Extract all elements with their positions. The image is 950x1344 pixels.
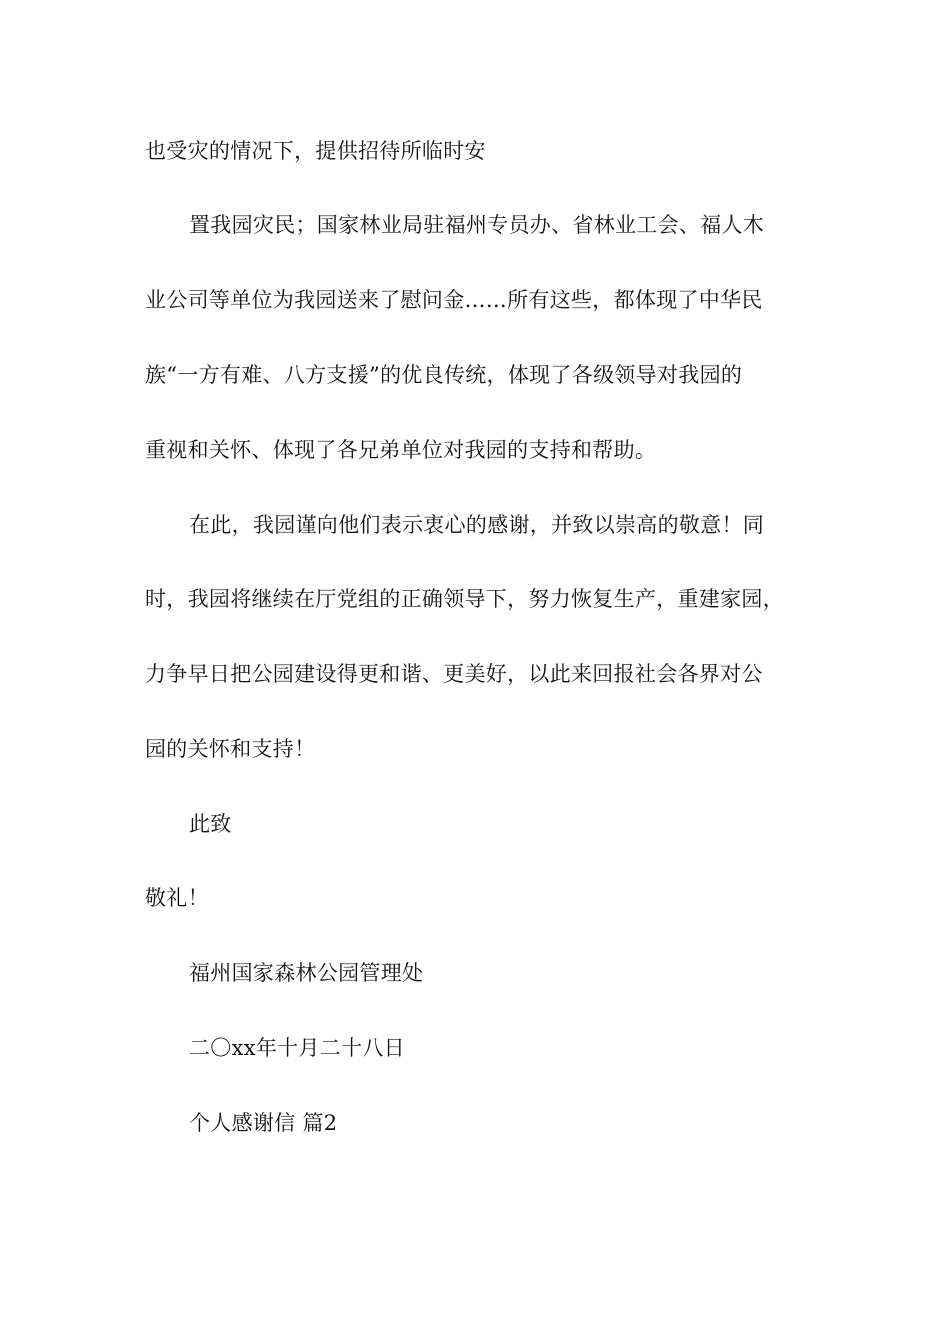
paragraph-start: 在此，我园谨向他们表示衷心的感谢，并致以崇高的敬意！同 [189,513,765,537]
text-line: 业公司等单位为我园送来了慰问金……所有这些，都体现了中华民 [145,288,763,312]
text-line: 重视和关怀、体现了各兄弟单位对我园的支持和帮助。 [145,438,657,462]
text-line: 族“一方有难、八方支援”的优良传统，体现了各级领导对我园的 [145,363,743,387]
text-line: 力争早日把公园建设得更和谐、更美好，以此来回报社会各界对公 [145,662,763,686]
text-line: 园的关怀和支持！ [145,737,316,761]
closing-salutation: 此致 [189,812,232,836]
text-line: 也受灾的情况下，提供招待所临时安 [145,139,486,163]
signature-date: 二〇xx年十月二十八日 [189,1036,405,1060]
signature-organization: 福州国家森林公园管理处 [189,961,424,985]
text-line: 时，我园将继续在厅党组的正确领导下，努力恢复生产，重建家园， [145,587,784,611]
closing-regards: 敬礼！ [145,886,209,910]
section-heading: 个人感谢信 篇2 [189,1111,338,1135]
paragraph-start: 置我园灾民；国家林业局驻福州专员办、省林业工会、福人木 [189,213,765,237]
